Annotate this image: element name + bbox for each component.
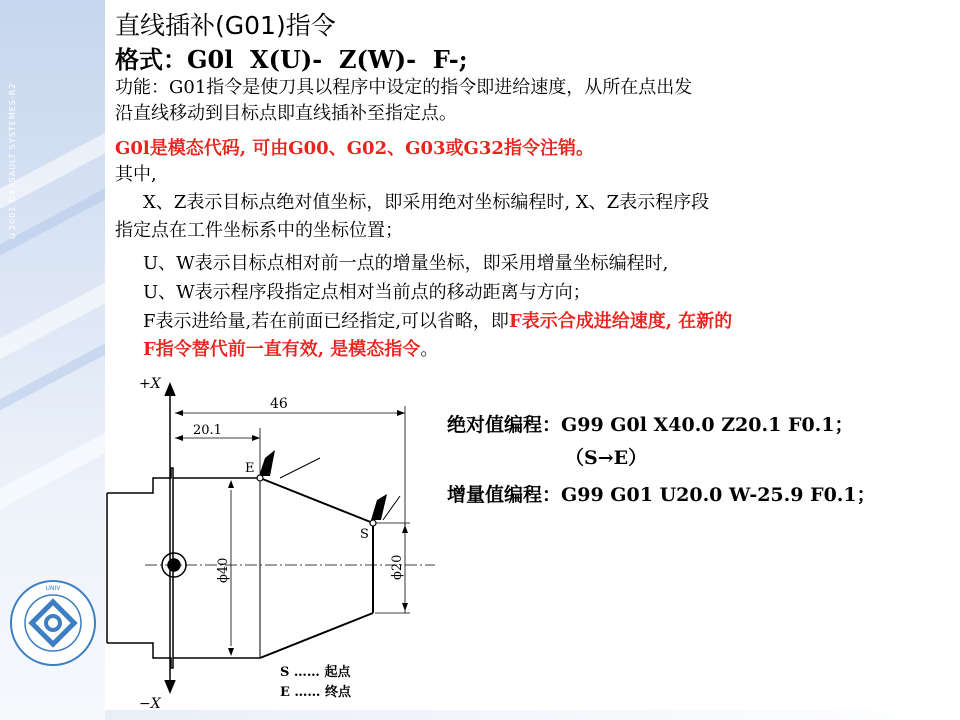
legend-start: S …… 起点: [280, 665, 351, 680]
modal-feed-text: F指令替代前一直有效, 是模态指令: [143, 339, 421, 360]
feed-description-1: [143, 309, 732, 335]
point-e-label: E: [245, 461, 255, 476]
absolute-program: 绝对值编程：G99 G0l X40.0 Z20.1 F0.1；: [447, 414, 854, 436]
feed-description-2: [143, 337, 438, 363]
university-logo-icon: [8, 578, 98, 668]
uw-description-2: U、W表示程序段指定点相对当前点的移动距离与方向；: [143, 282, 591, 303]
function-line-1: 功能：G01指令是使刀具以程序中设定的指令即进给速度，从所在点出发: [115, 77, 693, 98]
direction-note: （S→E）: [565, 447, 648, 469]
dimension-46: 46: [270, 396, 288, 412]
diameter-40-label: ϕ40: [216, 557, 231, 583]
copyright-watermark: ©2001 DASSAULT SYSTEMES-R2: [8, 82, 17, 240]
incremental-program: 增量值编程：G99 G01 U20.0 W-25.9 F0.1；: [447, 484, 876, 506]
function-line-2: 沿直线移动到目标点即直线插补至指定点。: [115, 103, 457, 124]
modal-note: G0l是模态代码, 可由G00、G02、G03或G32指令注销。: [115, 138, 594, 159]
left-decorative-band: [0, 0, 105, 720]
feed-text-red: F表示合成进给速度, 在新的: [508, 311, 733, 332]
where-label: 其中,: [115, 164, 157, 185]
feed-text-black: F表示进给量,若在前面已经指定,可以省略，即: [143, 311, 509, 332]
diameter-20-label: ϕ20: [390, 554, 405, 580]
xz-description-1: X、Z表示目标点绝对值坐标，即采用绝对坐标编程时, X、Z表示程序段: [143, 192, 710, 213]
svg-text:UNIV: UNIV: [45, 585, 61, 592]
point-s-label: S: [360, 527, 369, 542]
legend-end: E …… 终点: [280, 685, 351, 700]
slide-title: 直线插补(G01)指令: [115, 11, 336, 40]
format-line: 格式：G0l X(U)- Z(W)- F-;: [115, 45, 468, 74]
axis-plus-label: +X: [139, 376, 161, 392]
uw-description-1: U、W表示目标点相对前一点的增量坐标，即采用增量坐标编程时,: [143, 253, 669, 274]
dimension-20-1: 20.1: [193, 423, 222, 438]
turning-diagram: [105, 368, 445, 713]
feed-text-end: 。: [420, 339, 439, 360]
axis-minus-label: −X: [139, 696, 161, 712]
xz-description-2: 指定点在工件坐标系中的坐标位置；: [115, 220, 403, 241]
